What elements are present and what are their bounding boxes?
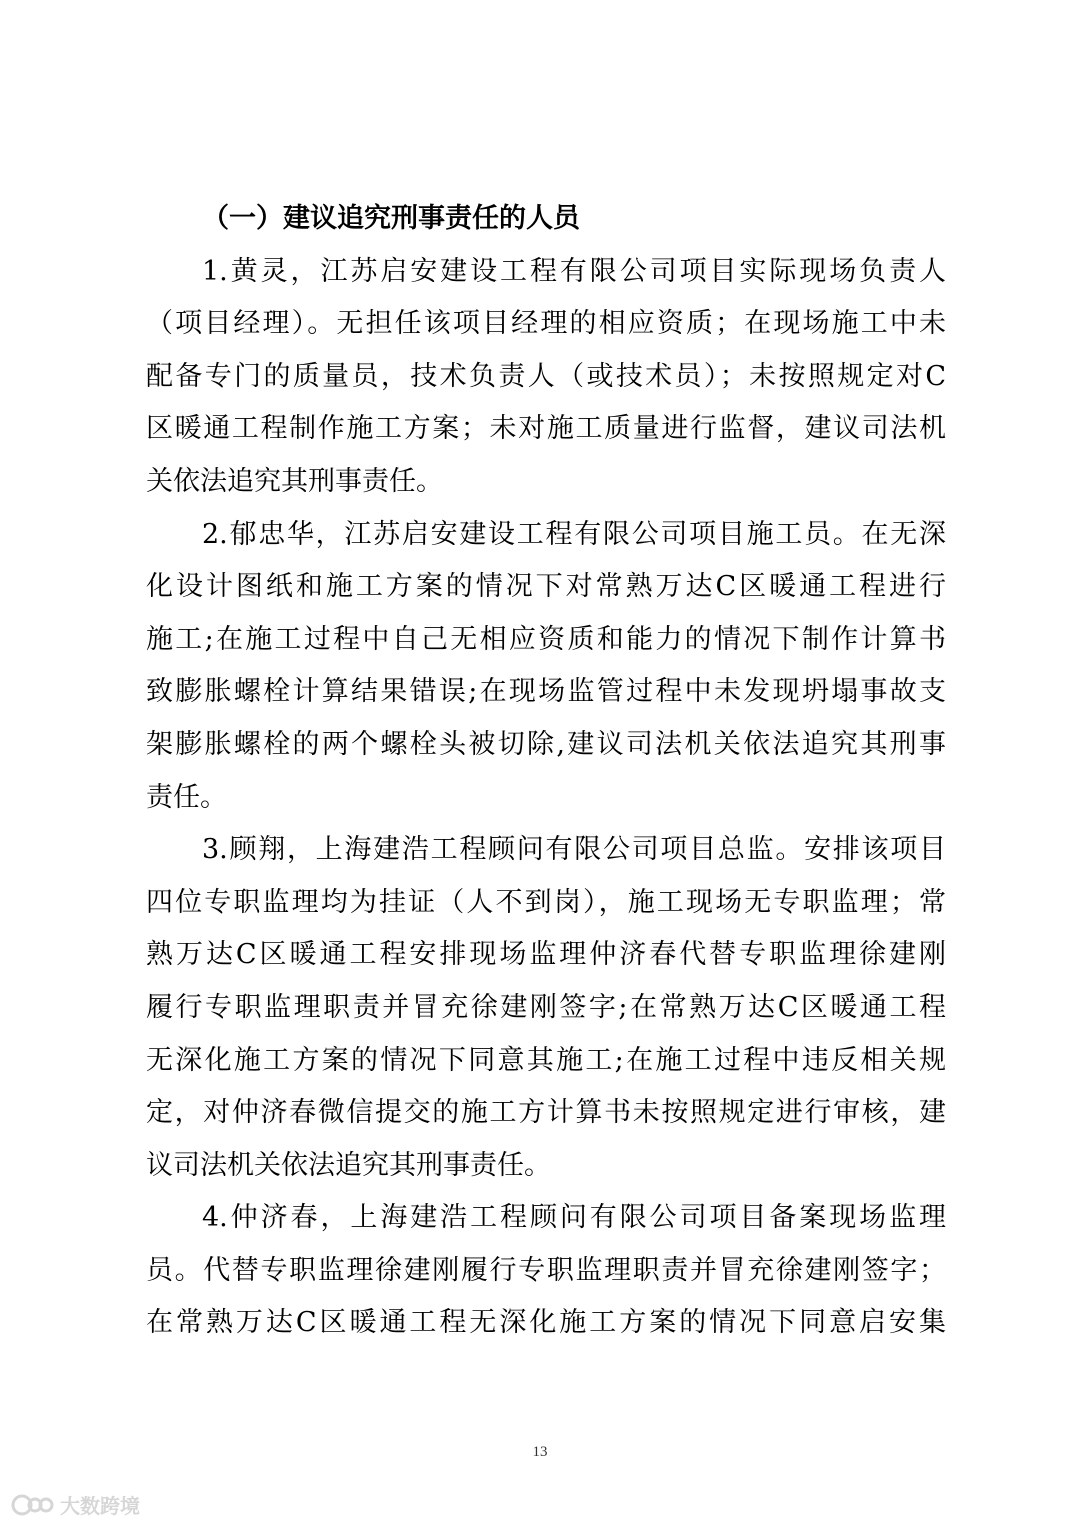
paragraph-3-line-4: 履行专职监理职责并冒充徐建刚签字;在常熟万达C区暖通工程 [146,991,946,1023]
paragraph-4-line-3: 在常熟万达C区暖通工程无深化施工方案的情况下同意启安集 [146,1307,946,1339]
paragraph-2-line-1: 2.郁忠华，江苏启安建设工程有限公司项目施工员。在无深 [202,518,946,550]
paragraph-2-line-2: 化设计图纸和施工方案的情况下对常熟万达C区暖通工程进行 [146,571,946,603]
watermark [10,1490,140,1519]
section-heading: （一）建议追究刑事责任的人员 [202,203,580,234]
page-number: 13 [532,1444,548,1460]
paragraph-3-line-3: 熟万达C区暖通工程安排现场监理仲济春代替专职监理徐建刚 [146,939,946,971]
paragraph-3-line-2: 四位专职监理均为挂证（人不到岗），施工现场无专职监理；常 [146,886,946,918]
paragraph-4-line-1: 4.仲济春，上海建浩工程顾问有限公司项目备案现场监理 [202,1202,946,1234]
paragraph-3-line-1: 3.顾翔，上海建浩工程顾问有限公司项目总监。安排该项目 [202,834,946,866]
paragraph-3-line-6: 定，对仲济春微信提交的施工方计算书未按照规定进行审核，建 [146,1097,946,1129]
paragraph-3-line-5: 无深化施工方案的情况下同意其施工;在施工过程中违反相关规 [146,1044,946,1076]
paragraph-1-line-1: 1.黄灵，江苏启安建设工程有限公司项目实际现场负责人 [202,255,946,287]
paragraph-2-line-5: 架膨胀螺栓的两个螺栓头被切除,建议司法机关依法追究其刑事 [146,728,946,760]
paragraph-1-line-4: 区暖通工程制作施工方案；未对施工质量进行监督，建议司法机 [146,413,946,445]
watermark-text: 大数跨境 [60,1494,140,1518]
paragraph-1-line-2: （项目经理）。无担任该项目经理的相应资质；在现场施工中未 [146,308,946,340]
paragraph-1-line-5: 关依法追究其刑事责任。 [146,465,443,497]
paragraph-1-line-3: 配备专门的质量员，技术负责人（或技术员）；未按照规定对C [146,360,946,392]
watermark-logo-icon [10,1492,56,1518]
paragraph-4-line-2: 员。代替专职监理徐建刚履行专职监理职责并冒充徐建刚签字； [146,1254,946,1286]
paragraph-2-line-6: 责任。 [146,781,227,813]
paragraph-3-line-7: 议司法机关依法追究其刑事责任。 [146,1149,551,1181]
paragraph-2-line-4: 致膨胀螺栓计算结果错误;在现场监管过程中未发现坍塌事故支 [146,676,946,708]
document-body [146,193,946,1350]
paragraph-2-line-3: 施工;在施工过程中自己无相应资质和能力的情况下制作计算书 [146,623,946,655]
